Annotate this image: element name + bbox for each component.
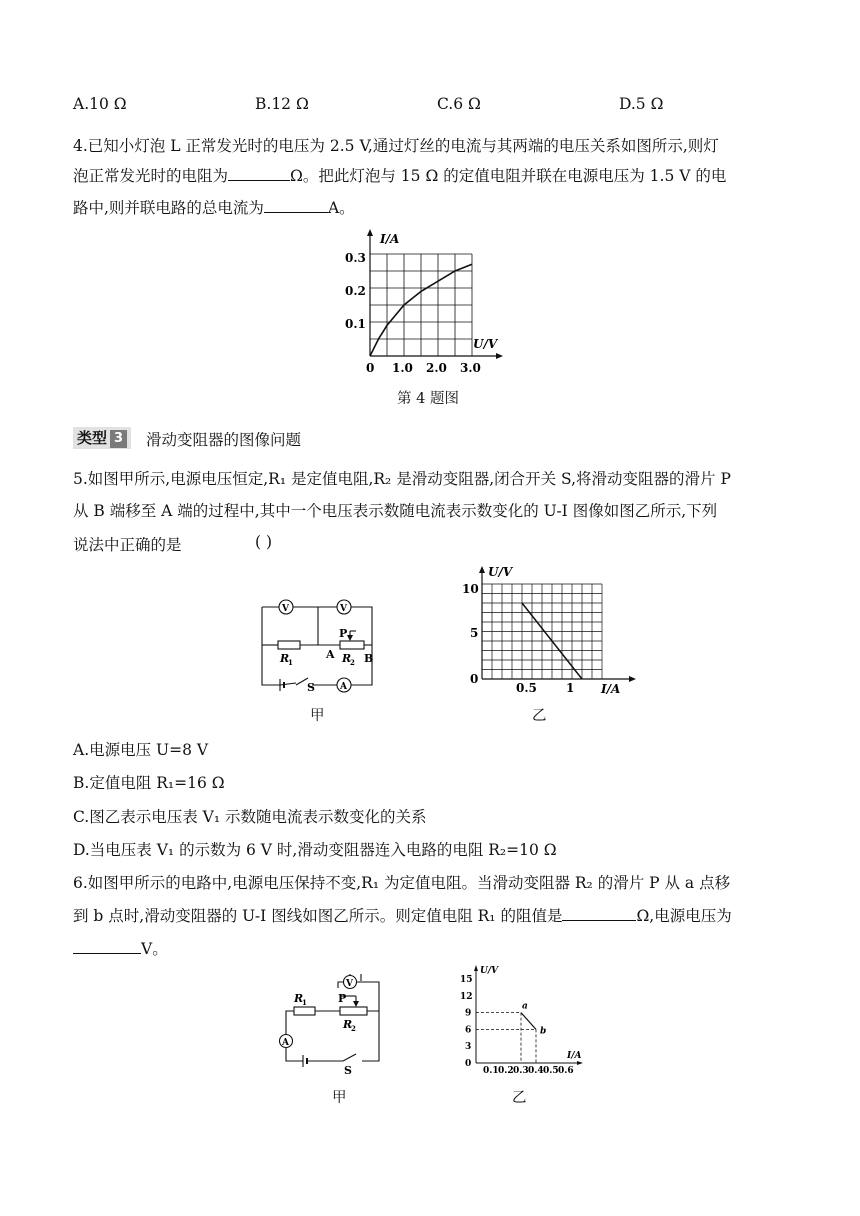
q5-line-1: 5.如图甲所示,电源电压恒定,R₁ 是定值电阻,R₂ 是滑动变阻器,闭合开关 S,将滑动变阻器的滑片 P	[73, 470, 731, 488]
q5-line-3: 说法中正确的是	[73, 536, 182, 554]
q6-x-label: I/A	[567, 1051, 582, 1061]
q6-x-arrow	[577, 1061, 583, 1065]
type-badge	[73, 427, 131, 449]
q4-chart-grid	[370, 254, 472, 356]
q3-option-d: D.5 Ω	[619, 95, 664, 113]
q5-option-d: D.当电压表 V₁ 的示数为 6 V 时,滑动变阻器连入电路的电阻 R₂=10 Ω	[73, 841, 557, 859]
q5-x-tick: 0.5	[516, 681, 537, 695]
q4-text: 路中,则并联电路的总电流为	[73, 199, 264, 217]
svg-text:A: A	[282, 1038, 289, 1048]
q6-x-tick: 0.3	[513, 1066, 529, 1076]
q5-x-arrow	[629, 676, 636, 682]
q4-x-tick: 3.0	[460, 361, 481, 375]
q6-x-tick: 0.1	[483, 1066, 499, 1076]
q5-x-tick: 1	[566, 681, 575, 695]
q5-chart-grid	[482, 584, 602, 679]
q4-line-1: 4.已知小灯泡 L 正常发光时的电压为 2.5 V,通过灯丝的电流与其两端的电压关系如图所示,则灯	[73, 137, 719, 155]
q4-x-label: U/V	[473, 337, 498, 351]
svg-text:S: S	[344, 1064, 352, 1074]
q6-figure-right-caption: 乙	[512, 1090, 527, 1106]
svg-text:V: V	[346, 979, 353, 989]
svg-text:P: P	[339, 627, 348, 640]
q5-option-b: B.定值电阻 R₁=16 Ω	[73, 774, 225, 792]
q4-answer-blank-1[interactable]	[228, 165, 290, 182]
q6-line-2	[73, 904, 732, 926]
q6-line-1: 6.如图甲所示的电路中,电源电压保持不变,R₁ 为定值电阻。当滑动变阻器 R₂ 的滑片 P 从 a 点移	[73, 874, 731, 892]
svg-text:P: P	[338, 992, 347, 1005]
q4-iu-chart	[335, 225, 510, 380]
svg-text:S: S	[307, 681, 315, 694]
q6-y-tick: 15	[460, 975, 473, 985]
q4-text: 泡正常发光时的电阻为	[73, 167, 229, 185]
svg-text:1: 1	[288, 658, 293, 667]
svg-text:2: 2	[350, 658, 355, 667]
q4-x-arrow	[496, 353, 503, 359]
q4-line-3	[73, 196, 355, 218]
q5-y-arrow	[479, 566, 485, 573]
q4-text: A。	[327, 199, 355, 217]
q6-y-tick: 12	[460, 991, 473, 1002]
q6-ui-chart	[450, 960, 590, 1080]
q6-ui-line	[521, 1013, 536, 1030]
q6-y-tick: 3	[465, 1042, 472, 1053]
section-title: 滑动变阻器的图像问题	[146, 431, 302, 449]
q6-answer-blank-1[interactable]	[562, 905, 636, 922]
q6-tick-labels	[460, 975, 574, 1076]
q6-chart-guides	[476, 1002, 546, 1063]
q6-y-tick: 6	[465, 1025, 472, 1036]
q3-option-a: A.10 Ω	[73, 95, 127, 113]
q5-option-a: A.电源电压 U=8 V	[73, 741, 209, 759]
q6-answer-blank-2[interactable]	[73, 938, 141, 955]
q5-y-tick: 5	[470, 626, 479, 640]
q3-option-c: C.6 Ω	[437, 95, 481, 113]
q6-text: Ω,电源电压为	[636, 907, 732, 925]
q6-x-tick: 0.2	[498, 1066, 514, 1076]
q6-point-label: a	[522, 1001, 528, 1012]
svg-text:A: A	[340, 682, 347, 692]
q6-point-label: b	[540, 1026, 547, 1037]
q4-x-tick: 1.0	[392, 361, 413, 375]
q5-circuit-diagram	[250, 595, 385, 695]
svg-text:R: R	[280, 652, 290, 665]
svg-text:B: B	[364, 652, 374, 665]
q4-answer-blank-2[interactable]	[264, 197, 328, 214]
q6-x-tick: 0.4	[528, 1066, 544, 1076]
q4-y-tick: 0.3	[345, 251, 366, 265]
q6-figure-left-caption: 甲	[332, 1090, 347, 1106]
q6-x-tick: 0.6	[558, 1066, 574, 1076]
q4-text: Ω。把此灯泡与 15 Ω 的定值电阻并联在电源电压为 1.5 V 的电	[290, 167, 727, 185]
q6-circuit-diagram	[268, 970, 388, 1074]
q4-x-tick: 2.0	[426, 361, 447, 375]
q6-text: V。	[141, 940, 168, 958]
type-badge-number: 3	[110, 430, 127, 448]
q5-y-tick: 0	[470, 672, 479, 686]
q6-x-tick: 0.5	[543, 1066, 559, 1076]
svg-text:R: R	[294, 992, 304, 1005]
svg-text:V: V	[340, 604, 347, 614]
q6-y-label: U/V	[480, 966, 499, 976]
q6-line-3	[73, 937, 168, 959]
svg-text:R: R	[343, 1018, 353, 1031]
q4-y-tick: 0.2	[345, 284, 366, 298]
svg-text:2: 2	[351, 1024, 356, 1033]
q3-option-b: B.12 Ω	[255, 95, 309, 113]
q4-y-tick: 0.1	[345, 317, 366, 331]
svg-text:V: V	[282, 604, 289, 614]
q4-y-label: I/A	[380, 232, 400, 246]
svg-text:R: R	[342, 652, 352, 665]
q4-figure-caption: 第 4 题图	[397, 391, 459, 407]
q4-line-2	[73, 164, 726, 186]
q5-y-tick: 10	[462, 582, 479, 596]
q5-figure-right-caption: 乙	[532, 708, 547, 724]
q5-x-label: I/A	[601, 682, 621, 696]
q4-origin: 0	[366, 361, 375, 375]
q5-answer-bracket[interactable]: ( )	[255, 533, 273, 551]
q5-y-label: U/V	[488, 565, 513, 579]
q5-ui-chart	[438, 560, 638, 700]
q5-figure-left-caption: 甲	[310, 708, 325, 724]
q5-option-c: C.图乙表示电压表 V₁ 示数随电流表示数变化的关系	[73, 808, 427, 826]
q6-y-tick: 9	[465, 1008, 472, 1019]
q6-text: 到 b 点时,滑动变阻器的 U-I 图线如图乙所示。则定值电阻 R₁ 的阻值是	[73, 907, 563, 925]
q5-line-2: 从 B 端移至 A 端的过程中,其中一个电压表示数随电流表示数变化的 U-I 图像如图乙所示,下列	[73, 502, 718, 520]
q6-y-tick: 0	[465, 1059, 472, 1069]
type-badge-label: 类型	[77, 429, 108, 447]
q6-y-arrow	[474, 965, 478, 971]
q4-y-arrow	[367, 229, 373, 236]
svg-text:1: 1	[302, 998, 307, 1007]
svg-text:A: A	[326, 648, 335, 661]
